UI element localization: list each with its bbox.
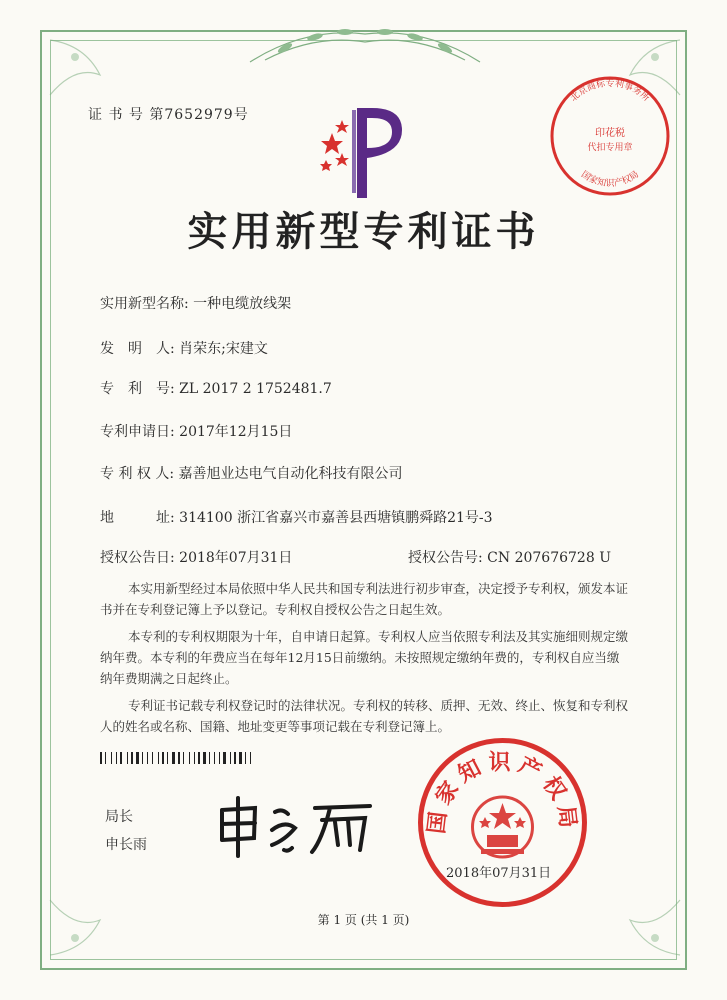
barcode-bar [243,752,244,764]
barcode-bar [123,752,126,764]
svg-text:北京商标专利事务所 [568,77,652,104]
barcode-bar [131,752,133,764]
field-inventor [100,338,268,358]
barcode-bar [105,752,106,764]
svg-text:国家知识产权局 [579,169,641,189]
tax-stamp-seal [540,66,680,206]
body-paragraph-1: 本实用新型经过本局依照中华人民共和国专利法进行初步审查，决定授予专利权，颁发本证书并在专利登记簿上予以登记。专利权自授权公告之日起生效。 [100,581,629,617]
barcode-bar [196,752,197,764]
body-paragraph-2: 本专利的专利权期限为十年，自申请日起算。专利权人应当依照专利法及其实施细则规定缴纳年费。本专利的年费应当在每年12月15日前缴纳。未按照规定缴纳年费的，专利权自应当缴纳年费期满之日起终止。 [100,629,629,686]
field-grant-number [408,547,611,567]
barcode-bar [158,752,159,764]
barcode-bar [142,752,143,764]
seal-text: 国家知识产权局 [424,750,581,836]
barcode-bar [198,752,200,764]
barcode-bar [247,752,249,764]
barcode-bar [230,752,231,764]
field-value: ZL 2017 2 1752481.7 [179,381,332,397]
barcode-bar [118,752,119,764]
barcode-bar [194,752,195,764]
barcode-bar [127,752,128,764]
barcode-bar [221,752,222,764]
barcode-bar [214,752,215,764]
stamp-middle-text: 印花税 [595,128,625,139]
field-label: 专 利 权 人: [100,466,175,482]
barcode-bar [129,752,130,764]
barcode-bar [116,752,117,764]
field-address [100,507,493,527]
corner-ornament-top-left [45,35,155,105]
barcode-bar [234,752,236,764]
barcode-bar [152,752,153,764]
field-label: 发 明 人: [100,341,175,357]
barcode-bar [178,752,180,764]
field-label: 授权公告号: [408,550,483,566]
barcode-bar [149,752,151,764]
barcode-bar [181,752,182,764]
field-patent-number [100,378,332,398]
barcode-bar [237,752,238,764]
barcode-bar [167,752,168,764]
field-label: 专 利 号: [100,381,175,397]
director-name: 申长雨 [105,837,147,853]
field-label: 授权公告日: [100,550,175,566]
barcode-bar [211,752,213,764]
barcode-bar [185,752,188,764]
field-label: 地 址: [100,510,175,526]
barcode-bar [209,752,210,764]
barcode-bar [144,752,146,764]
stamp-top-text: 北京商标专利事务所 [568,79,652,104]
stamp-middle-text-2: 代扣专用章 [587,143,633,153]
field-value: 一种电缆放线架 [193,296,292,312]
field-value: 肖荣东;宋建文 [179,341,268,357]
barcode-bar [223,752,226,764]
stamp-bottom-text: 国家知识产权局 [579,169,641,189]
seal-date: 2018年07月31日 [446,866,552,881]
barcode-bar [172,752,175,764]
barcode-bar [250,752,251,764]
barcode-bar [134,752,135,764]
field-value: 嘉善旭业达电气自动化科技有限公司 [178,466,403,482]
barcode-bar [113,752,115,764]
barcode-bar [103,752,104,764]
barcode-bar [203,752,206,764]
barcode-bar [183,752,184,764]
official-seal [415,735,590,910]
barcode-bar [147,752,148,764]
barcode-bar [216,752,218,764]
field-filing-date [100,421,292,441]
barcode-bar [201,752,202,764]
barcode-bar [232,752,233,764]
field-value: 314100 浙江省嘉兴市嘉善县西塘镇鹏舜路21号-3 [179,510,493,526]
field-utility-model-name [100,293,291,313]
barcode-bar [154,752,157,764]
barcode-bar [107,752,110,764]
barcode-bar [239,752,242,764]
field-label: 专利申请日: [100,424,175,440]
barcode-bar [207,752,208,764]
barcode-bar [120,752,122,764]
barcode-bar [140,752,141,764]
field-value: CN 207676728 U [487,550,611,566]
top-wreath-decoration [245,22,485,68]
barcode-bar [165,752,166,764]
field-value: 2018年07月31日 [179,550,293,566]
barcode-bar [160,752,161,764]
certificate-number: 证 书 号 第7652979号 [88,107,249,123]
page-number: 第 1 页 (共 1 页) [317,913,410,927]
barcode-bar [162,752,164,764]
barcode-icon [100,752,330,764]
barcode-bar [227,752,229,764]
patent-office-logo-icon [312,98,412,208]
barcode-bar [176,752,177,764]
field-value: 2017年12月15日 [179,424,293,440]
director-signature [210,790,380,860]
field-patentee [100,463,403,483]
barcode-bar [169,752,171,764]
director-title: 局长 [105,809,133,825]
barcode-bar [245,752,246,764]
barcode-bar [189,752,190,764]
barcode-bar [252,752,254,764]
barcode-bar [100,752,102,764]
certificate-title: 实用新型专利证书 [187,208,540,255]
field-label: 实用新型名称: [100,296,189,312]
barcode-bar [219,752,220,764]
body-paragraph-3: 专利证书记载专利权登记时的法律状况。专利权的转移、质押、无效、终止、恢复和专利权人的姓名或名称、国籍、地址变更等事项记载在专利登记簿上。 [100,698,629,734]
barcode-bar [136,752,139,764]
barcode-bar [191,752,193,764]
barcode-bar [111,752,112,764]
certificate-body [100,578,630,743]
field-grant-date [100,547,292,567]
